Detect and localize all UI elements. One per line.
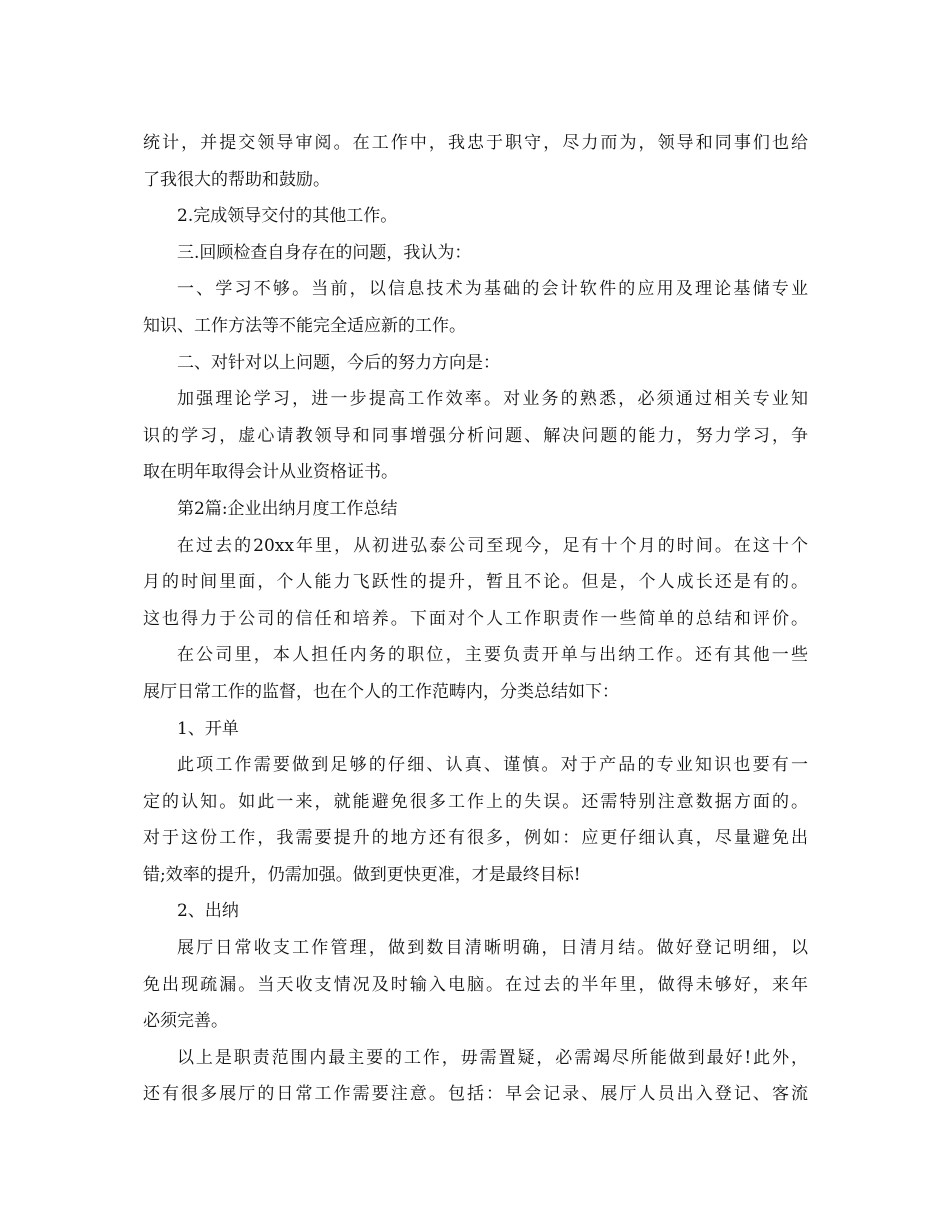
text-line: 一、学习不够。当前，以信息技术为基础的会计软件的应用及理论基储专业 [177, 279, 808, 300]
text-line: 统计，并提交领导审阅。在工作中，我忠于职守，尽力而为，领导和同事们也给 [143, 133, 808, 153]
text-line: 这也得力于公司的信任和培养。下面对个人工作职责作一些简单的总结和评价。 [143, 608, 808, 629]
text-line: 三.回顾检查自身存在的问题，我认为： [177, 242, 472, 263]
text-line: 以上是职责范围内最主要的工作，毋需置疑，必需竭尽所能做到最好!此外， [177, 1047, 808, 1068]
text-line: 2.完成领导交付的其他工作。 [177, 206, 398, 227]
text-line: 免出现疏漏。当天收支情况及时输入电脑。在过去的半年里，做得未够好，来年 [143, 974, 808, 995]
text-line: 了我很大的帮助和鼓励。 [143, 169, 330, 190]
text-line: 识的学习，虚心请教领导和同事增强分析问题、解决问题的能力，努力学习，争 [143, 425, 808, 446]
text-line: 月的时间里面，个人能力飞跃性的提升，暂且不论。但是，个人成长还是有的。 [143, 572, 808, 593]
text-line: 二、对针对以上问题，今后的努力方向是： [177, 352, 500, 373]
text-line: 1、开单 [177, 718, 239, 739]
text-line: 此项工作需要做到足够的仔细、认真、谨慎。对于产品的专业知识也要有一 [177, 755, 808, 776]
text-line: 展厅日常工作的监督，也在个人的工作范畴内，分类总结如下： [143, 681, 619, 702]
text-line: 展厅日常收支工作管理，做到数目清晰明确，日清月结。做好登记明细，以 [177, 938, 808, 959]
text-line: 第2篇:企业出纳月度工作总结 [177, 498, 398, 519]
text-line: 取在明年取得会计从业资格证书。 [143, 462, 398, 483]
text-line: 在公司里，本人担任内务的职位，主要负责开单与出纳工作。还有其他一些 [177, 645, 808, 666]
text-line: 定的认知。如此一来，就能避免很多工作上的失误。还需特别注意数据方面的。 [143, 791, 808, 812]
text-line: 还有很多展厅的日常工作需要注意。包括：早会记录、展厅人员出入登记、客流 [143, 1084, 808, 1105]
text-line: 在过去的20xx年里，从初进弘泰公司至现今，足有十个月的时间。在这十个 [177, 535, 808, 556]
text-line: 必须完善。 [143, 1011, 228, 1032]
text-line: 错;效率的提升，仍需加强。做到更快更准，才是最终目标! [143, 864, 581, 885]
text-line: 2、出纳 [177, 901, 239, 922]
text-line: 对于这份工作，我需要提升的地方还有很多，例如：应更仔细认真，尽量避免出 [143, 828, 808, 849]
text-line: 知识、工作方法等不能完全适应新的工作。 [143, 315, 466, 336]
document-body [143, 125, 808, 1113]
text-line: 加强理论学习，进一步提高工作效率。对业务的熟悉，必须通过相关专业知 [177, 389, 808, 410]
